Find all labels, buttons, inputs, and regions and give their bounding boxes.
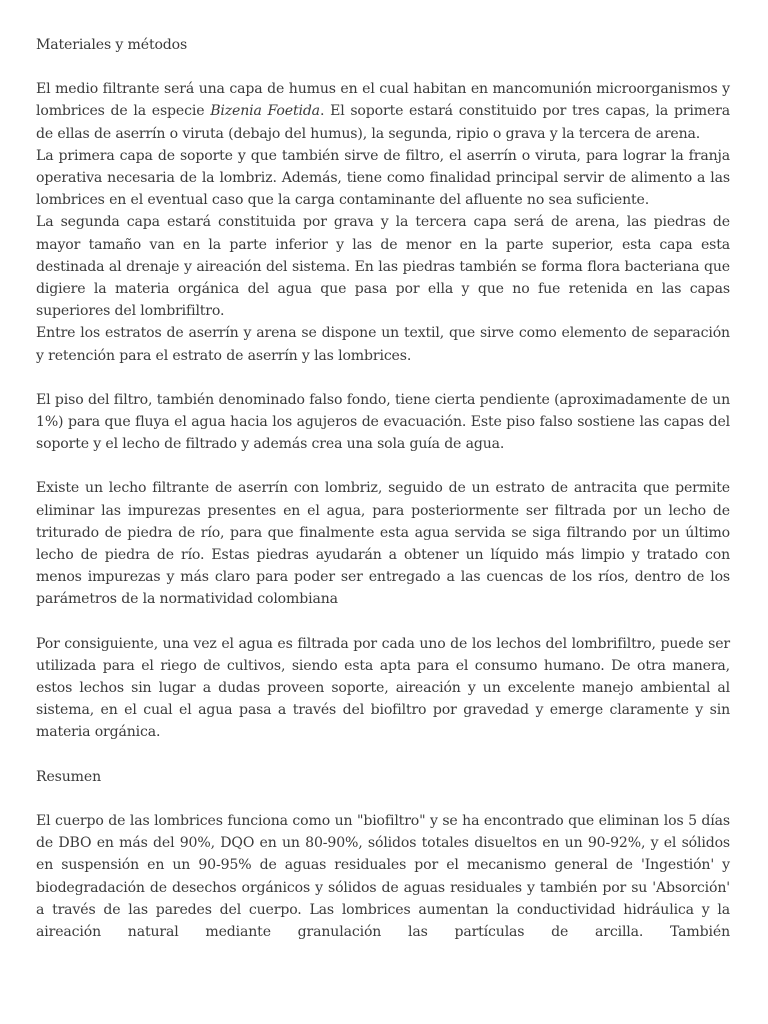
methods-paragraph-7: Por consiguiente, una vez el agua es filtrada por cada uno de los lechos del lombrifiltro, puede ser utilizada para el riego de cultivos, siendo esta apta para el consumo humano. De otra manera, estos lechos sin lugar a dudas proveen soporte, aireación y un excelente manejo ambiental al sistema, en el cual el agua pasa a través del biofiltro por gravedad y emerge claramente y sin materia orgánica. bbox=[36, 635, 730, 741]
methods-block-1 bbox=[36, 78, 730, 367]
methods-block-3 bbox=[36, 477, 730, 610]
methods-paragraph-1 bbox=[36, 78, 730, 145]
summary-block-1 bbox=[36, 810, 730, 943]
species-name: Bizenia Foetida bbox=[210, 103, 320, 120]
methods-block-2 bbox=[36, 389, 730, 456]
methods-paragraph-2: La primera capa de soporte y que también sirve de filtro, el aserrín o viruta, para lograr la franja operativa necesaria de la lombriz. Además, tiene como finalidad principal servir de alimento a las lombrices en el eventual caso que la carga contaminante del afluente no sea suficiente. bbox=[36, 147, 730, 209]
methods-paragraph-3: La segunda capa estará constituida por grava y la tercera capa será de arena, las piedras de mayor tamaño van en la parte inferior y las de menor en la parte superior, esta capa esta destinada al drenaje y aireación del sistema. En las piedras también se forma flora bacteriana que digiere la materia orgánica del agua que pasa por ella y que no fue retenida en las capas superiores del lombrifiltro. bbox=[36, 214, 730, 320]
summary-paragraph-1: El cuerpo de las lombrices funciona como un "biofiltro" y se ha encontrado que eliminan los 5 días de DBO en más del 90%, DQO en un 80-90%, sólidos totales disueltos en un 90-92%, y el sólidos en suspensión en un 90-95% de aguas residuales por el mecanismo general de 'Ingestión' y biodegradación de desechos orgánicos y sólidos de aguas residuales y también por su 'Absorción' a través de las paredes del cuerpo. Las lombrices aumentan la conductividad hidráulica y la aireación natural mediante granulación las partículas de arcilla. También bbox=[36, 812, 730, 940]
methods-paragraph-6: Existe un lecho filtrante de aserrín con lombriz, seguido de un estrato de antracita que permite eliminar las impurezas presentes en el agua, para posteriormente ser filtrada por un lecho de triturado de piedra de río, para que finalmente esta agua servida se siga filtrando por un último lecho de piedra de río. Estas piedras ayudarán a obtener un líquido más limpio y tratado con menos impurezas y más claro para poder ser entregado a las cuencas de los ríos, dentro de los parámetros de la normatividad colombiana bbox=[36, 480, 730, 608]
methods-p1-after: . El soporte estará constituido por tres capas, la primera de ellas de aserrín o viruta (debajo del humus), la segunda, ripio o grava y la tercera de arena. bbox=[36, 103, 731, 142]
methods-p1-before: El medio filtrante será una capa de humus en el cual habitan en mancomunión microorganismos y lombrices de la especie bbox=[36, 81, 730, 120]
document-page bbox=[36, 34, 730, 965]
methods-paragraph-5: El piso del filtro, también denominado falso fondo, tiene cierta pendiente (aproximadamente de un 1%) para que fluya el agua hacia los agujeros de evacuación. Este piso falso sostiene las capas del soporte y el lecho de filtrado y además crea una sola guía de agua. bbox=[36, 391, 730, 453]
methods-paragraph-4: Entre los estratos de aserrín y arena se dispone un textil, que sirve como elemento de separación y retención para el estrato de aserrín y las lombrices. bbox=[36, 325, 730, 364]
summary-heading: Resumen bbox=[36, 768, 101, 785]
methods-block-4 bbox=[36, 633, 730, 744]
methods-heading: Materiales y métodos bbox=[36, 37, 188, 53]
